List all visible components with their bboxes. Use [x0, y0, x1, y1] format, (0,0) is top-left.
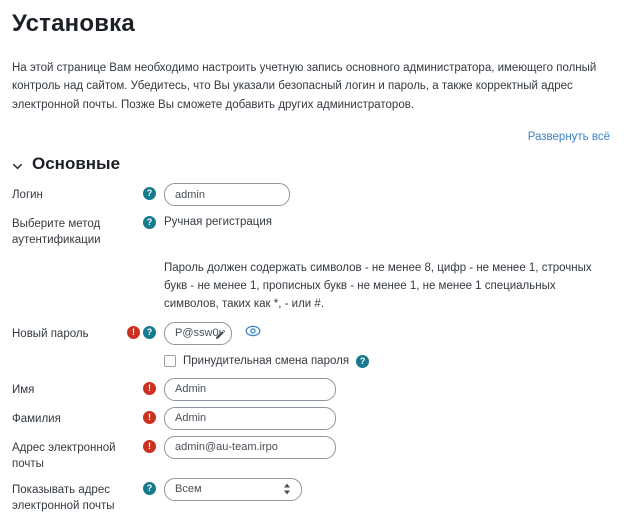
section-title: Основные [32, 154, 121, 174]
email-display-select[interactable] [164, 478, 302, 501]
page-title: Установка [12, 10, 135, 37]
new-password-input[interactable] [164, 322, 232, 345]
email-display-label: Показывать адрес электронной почты [12, 483, 115, 513]
email-input[interactable] [164, 436, 336, 459]
login-icons [124, 183, 164, 206]
up-down-arrows-icon [283, 483, 291, 495]
auth-method-label: Выберите метод аутентификации [12, 218, 101, 247]
new-password-label: Новый пароль [12, 327, 89, 340]
firstname-label: Имя [12, 383, 35, 396]
form-row-lastname [12, 407, 612, 430]
form-row-email [12, 436, 612, 472]
form-row-new-password [12, 322, 612, 345]
form-row-firstname [12, 378, 612, 401]
firstname-icons [124, 378, 164, 401]
form-row-password-hint [12, 260, 612, 313]
force-change-checkbox[interactable] [164, 355, 176, 367]
lastname-label: Фамилия [12, 412, 61, 425]
email-label: Адрес электронной почты [12, 441, 116, 470]
auth-method-value: Ручная регистрация [164, 216, 273, 229]
admin-account-form [12, 183, 612, 514]
email-icons [124, 436, 164, 472]
password-field-wrap [164, 322, 232, 345]
section-header-general[interactable] [12, 154, 612, 174]
new-password-icons [124, 322, 164, 345]
chevron-down-icon [12, 159, 23, 170]
help-icon[interactable]: ? [143, 482, 156, 495]
form-row-email-display [12, 478, 612, 514]
help-icon[interactable]: ? [143, 187, 156, 200]
required-icon: ! [143, 411, 156, 424]
lastname-input[interactable] [164, 407, 336, 430]
password-policy-hint: Пароль должен содержать символов - не менее 8, цифр - не менее 1, строчных букв - не менее 1, прописных букв - не менее 1, не менее 1 специальных символов, таких как *, - или #. [164, 262, 592, 310]
help-icon[interactable]: ? [143, 326, 156, 339]
intro-text: На этой странице Вам необходимо настроить учетную запись основного администратора, имеющего полный контроль над сайтом. Убедитесь, что Вы указали безопасный логин и пароль, а также корректный адрес электронной почты. Позже Вы сможете добавить других администраторов. [12, 62, 597, 111]
eye-icon[interactable] [245, 324, 261, 340]
firstname-input[interactable] [164, 378, 336, 401]
login-label: Логин [12, 189, 43, 202]
email-display-selected-value: Всем [175, 483, 202, 496]
email-display-icons [124, 478, 164, 514]
login-input[interactable] [164, 183, 290, 206]
auth-method-icons [124, 212, 164, 248]
required-icon: ! [143, 382, 156, 395]
lastname-icons [124, 407, 164, 430]
required-icon: ! [127, 326, 140, 339]
help-icon[interactable]: ? [356, 355, 369, 368]
form-row-login [12, 183, 612, 206]
expand-all-row [12, 127, 612, 145]
form-row-auth-method [12, 212, 612, 248]
expand-all-link[interactable]: Развернуть всё [527, 131, 610, 144]
help-icon[interactable]: ? [143, 216, 156, 229]
form-row-force-change [12, 353, 612, 368]
force-change-label: Принудительная смена пароля [183, 355, 350, 368]
required-icon: ! [143, 440, 156, 453]
